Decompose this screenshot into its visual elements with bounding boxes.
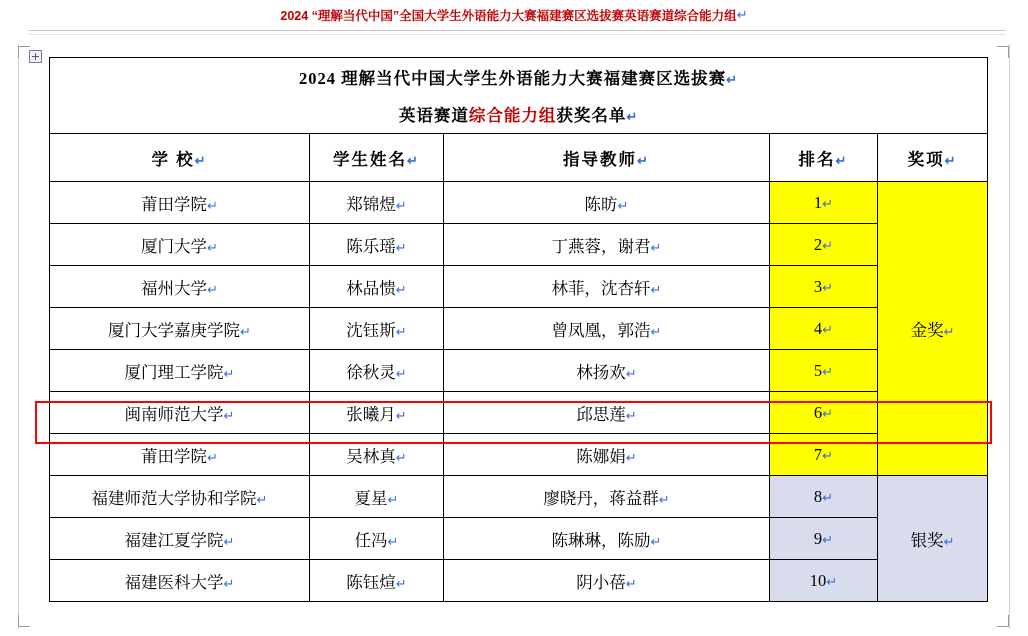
- table-header-row: [50, 134, 988, 182]
- cell-student-name: 徐秋灵↵: [310, 350, 444, 392]
- page-corner-mark-bottom-right: [997, 615, 1009, 627]
- cell-rank: 5↵: [770, 350, 878, 392]
- cell-advisor: 邱思莲↵: [444, 392, 770, 434]
- cell-school: 厦门大学↵: [50, 224, 310, 266]
- cell-school: 厦门理工学院↵: [50, 350, 310, 392]
- cell-student-name: 陈乐瑶↵: [310, 224, 444, 266]
- cell-rank: 8↵: [770, 476, 878, 518]
- cell-rank: 6↵: [770, 392, 878, 434]
- cell-advisor: 阴小蓓↵: [444, 560, 770, 602]
- header-divider-secondary: [28, 34, 1006, 35]
- table-row[interactable]: [50, 518, 988, 560]
- cell-advisor: 曾凤凰，郭浩↵: [444, 308, 770, 350]
- cell-rank: 9↵: [770, 518, 878, 560]
- cell-school: 莆田学院↵: [50, 182, 310, 224]
- table-row[interactable]: [50, 392, 988, 434]
- page-edge-left: [18, 44, 19, 629]
- cell-school: 福州大学↵: [50, 266, 310, 308]
- document-title-line-1: 2024 理解当代中国大学生外语能力大赛福建赛区选拔赛↵: [50, 58, 988, 96]
- page-corner-mark-top-right: [997, 46, 1009, 58]
- cell-rank: 10↵: [770, 560, 878, 602]
- cell-school: 闽南师范大学↵: [50, 392, 310, 434]
- award-list-table: [49, 57, 988, 602]
- cell-student-name: 夏星↵: [310, 476, 444, 518]
- header-pilcrow-mark: ↵: [736, 7, 748, 22]
- document-title-line-2: 英语赛道综合能力组获奖名单↵: [50, 96, 988, 134]
- cell-advisor: 陈娜娟↵: [444, 434, 770, 476]
- column-header-2: 学生姓名↵: [310, 134, 444, 182]
- cell-school: 厦门大学嘉庚学院↵: [50, 308, 310, 350]
- cell-rank: 7↵: [770, 434, 878, 476]
- cell-school: 福建师范大学协和学院↵: [50, 476, 310, 518]
- table-row[interactable]: [50, 224, 988, 266]
- cell-advisor: 林扬欢↵: [444, 350, 770, 392]
- cell-student-name: 陈钰煊↵: [310, 560, 444, 602]
- cell-award-silver: 银奖↵: [878, 476, 988, 602]
- cell-award-gold: 金奖↵: [878, 182, 988, 476]
- table-row[interactable]: [50, 434, 988, 476]
- header-divider: [28, 30, 1006, 31]
- cell-school: 福建江夏学院↵: [50, 518, 310, 560]
- table-row[interactable]: [50, 182, 988, 224]
- page-edge-right: [1009, 44, 1010, 629]
- column-header-5: 奖项↵: [878, 134, 988, 182]
- cell-student-name: 张曦月↵: [310, 392, 444, 434]
- cell-rank: 4↵: [770, 308, 878, 350]
- cell-student-name: 吴林真↵: [310, 434, 444, 476]
- table-move-handle-icon[interactable]: [29, 50, 42, 63]
- header-running-title: 2024 “理解当代中国”全国大学生外语能力大赛福建赛区选拔赛英语赛道综合能力组: [280, 9, 737, 23]
- page-corner-mark-bottom-left: [18, 615, 30, 627]
- table-row[interactable]: [50, 476, 988, 518]
- column-header-3: 指导教师↵: [444, 134, 770, 182]
- table-row[interactable]: [50, 350, 988, 392]
- column-header-1: 学 校↵: [50, 134, 310, 182]
- document-header: [0, 0, 1028, 30]
- cell-advisor: 陈琳琳，陈励↵: [444, 518, 770, 560]
- cell-advisor: 林菲，沈杏轩↵: [444, 266, 770, 308]
- cell-student-name: 沈钰斯↵: [310, 308, 444, 350]
- table-row[interactable]: [50, 560, 988, 602]
- cell-rank: 3↵: [770, 266, 878, 308]
- cell-student-name: 郑锦煜↵: [310, 182, 444, 224]
- table-row[interactable]: [50, 308, 988, 350]
- cell-advisor: 廖晓丹，蒋益群↵: [444, 476, 770, 518]
- cell-school: 福建医科大学↵: [50, 560, 310, 602]
- cell-rank: 2↵: [770, 224, 878, 266]
- cell-advisor: 丁燕蓉，谢君↵: [444, 224, 770, 266]
- cell-advisor: 陈昉↵: [444, 182, 770, 224]
- table-title-row-1: [50, 58, 988, 96]
- cell-rank: 1↵: [770, 182, 878, 224]
- table-row[interactable]: [50, 266, 988, 308]
- table-title-row-2: [50, 96, 988, 134]
- cell-student-name: 林品愦↵: [310, 266, 444, 308]
- column-header-4: 排名↵: [770, 134, 878, 182]
- cell-school: 莆田学院↵: [50, 434, 310, 476]
- cell-student-name: 任冯↵: [310, 518, 444, 560]
